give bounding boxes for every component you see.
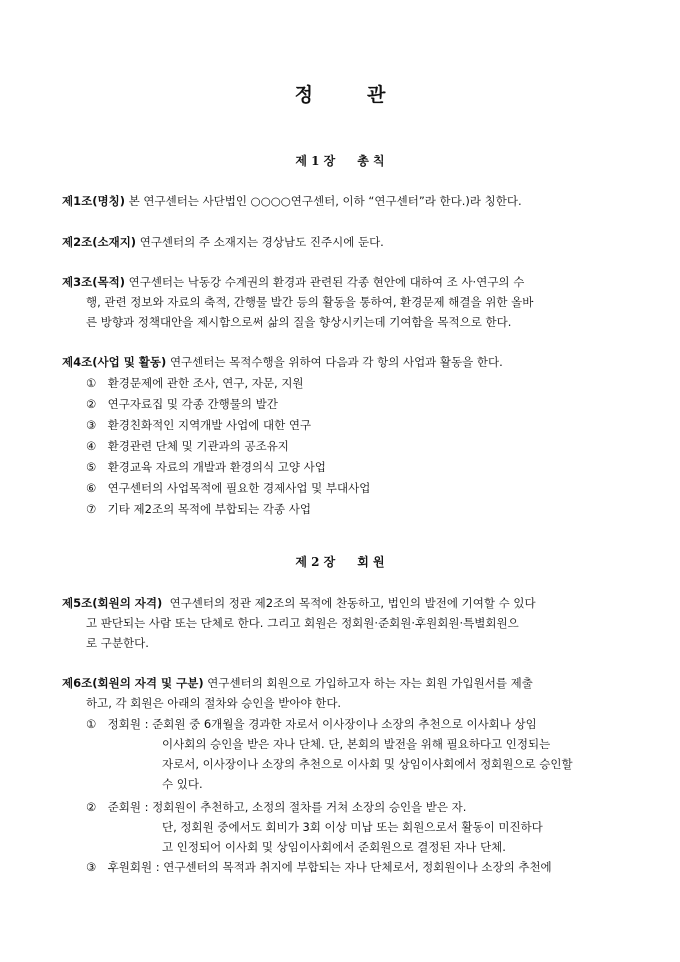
article-2	[62, 232, 624, 252]
list-item: ① 환경문제에 관한 조사, 연구, 자문, 지원	[86, 376, 304, 390]
chapter-2-heading	[0, 553, 680, 570]
article-5-text-line: 로 구분한다.	[86, 636, 149, 650]
article-5-head: 제5조(회원의 자격)	[62, 596, 163, 610]
list-item: ⑤ 환경교육 자료의 개발과 환경의식 고양 사업	[86, 460, 326, 474]
chapter-2-name: 회 원	[357, 555, 385, 569]
article-2-head: 제2조(소재지)	[62, 235, 137, 249]
title-part1: 정	[294, 84, 313, 106]
title-part2: 관	[367, 84, 386, 106]
document-title	[0, 80, 680, 107]
article-4	[62, 352, 624, 372]
list-item: ④ 환경관련 단체 및 기관과의 공조유지	[86, 439, 289, 453]
list-item: ⑥ 연구센터의 사업목적에 필요한 경제사업 및 부대사업	[86, 481, 371, 495]
article-4-list	[86, 373, 626, 520]
article-3-head: 제3조(목적)	[62, 275, 125, 289]
article-4-text: 연구센터는 목적수행을 위하여 다음과 각 항의 사업과 활동을 한다.	[169, 355, 503, 369]
article-6-text-line: 하고, 각 회원은 아래의 절차와 승인을 받아야 한다.	[86, 696, 342, 710]
article-6-text-line: 연구센터의 회원으로 가입하고자 하는 자는 회원 가입원서를 제출	[207, 676, 533, 690]
article-1-head: 제1조(명칭)	[62, 194, 125, 208]
chapter-1-label: 제 1 장	[295, 154, 336, 168]
article-4-head: 제4조(사업 및 활동)	[62, 355, 167, 369]
article-3	[62, 272, 624, 332]
article-3-text-line: 행, 관련 정보와 자료의 축적, 간행물 발간 등의 활동을 통하여, 환경문제 해결을 위한 올바	[86, 295, 534, 309]
list-item: ⑦ 기타 제2조의 목적에 부합되는 각종 사업	[86, 502, 311, 516]
article-5-text-line: 연구센터의 정관 제2조의 목적에 찬동하고, 법인의 발전에 기여할 수 있다	[169, 596, 536, 610]
subsection-regular-member: ① 정회원 : 준회원 중 6개월을 경과한 자로서 이사장이나 소장의 추천으로 이사회나 상임	[86, 717, 537, 731]
chapter-2-label: 제 2 장	[295, 555, 336, 569]
subsection-associate-member: ② 준회원 : 정회원이 추천하고, 소정의 절차를 거쳐 소장의 승인을 받은 자.	[86, 800, 467, 814]
article-6-subsections: ① 정회원 : 준회원 중 6개월을 경과한 자로서 이사장이나 소장의 추천으로 이사회나 상임 이사회의 승인을 받은 자나 단체. 단, 본회의 발전을 위해 필요하다고 인정되는 자로서, 이사장이나 소장의 추천으로 이사회 및 상임이사회에서 정회원으로 승인할 수 있다. ② 준회원 : 정회원이 추천하고, 소정의 절차를 거쳐 소장의 승인을 받은 자. 단, 정회원 중에서도 회비가 3회 이상 미납 또는 회원으로서 활동이 미진하다 고 인정되어 이사회 및 상임이사회에서 준회원으로 결정된 자나 단체. ③ 후원회원 : 연구센터의 목적과 취지에 부합되는 자나 단체로서, 정회원이나 소장의 추천에	[86, 714, 631, 877]
chapter-1-heading	[0, 152, 680, 169]
article-3-text-line: 연구센터는 낙동강 수계권의 환경과 관련된 각종 현안에 대하여 조 사·연구의 수	[128, 275, 525, 289]
article-1-text: 본 연구센터는 사단법인 ○○○○연구센터, 이하 “연구센터”라 한다.)라 칭한다.	[128, 194, 522, 208]
subsection-supporting-member: ③ 후원회원 : 연구센터의 목적과 취지에 부합되는 자나 단체로서, 정회원이나 소장의 추천에	[86, 860, 552, 874]
chapter-1-name: 총 칙	[357, 154, 385, 168]
article-3-text-line: 른 방향과 정책대안을 제시함으로써 삶의 질을 향상시키는데 기여함을 목적으로 한다.	[86, 315, 512, 329]
article-2-text: 연구센터의 주 소재지는 경상남도 진주시에 둔다.	[139, 235, 384, 249]
article-6	[62, 673, 624, 713]
list-item: ③ 환경친화적인 지역개발 사업에 대한 연구	[86, 418, 312, 432]
article-6-head: 제6조(회원의 자격 및 구분)	[62, 676, 204, 690]
list-item: ② 연구자료집 및 각종 간행물의 발간	[86, 397, 278, 411]
article-5	[62, 593, 624, 653]
article-1	[62, 191, 624, 211]
article-5-text-line: 고 판단되는 사람 또는 단체로 한다. 그리고 회원은 정회원·준회원·후원회원·특별회원으	[86, 616, 519, 630]
